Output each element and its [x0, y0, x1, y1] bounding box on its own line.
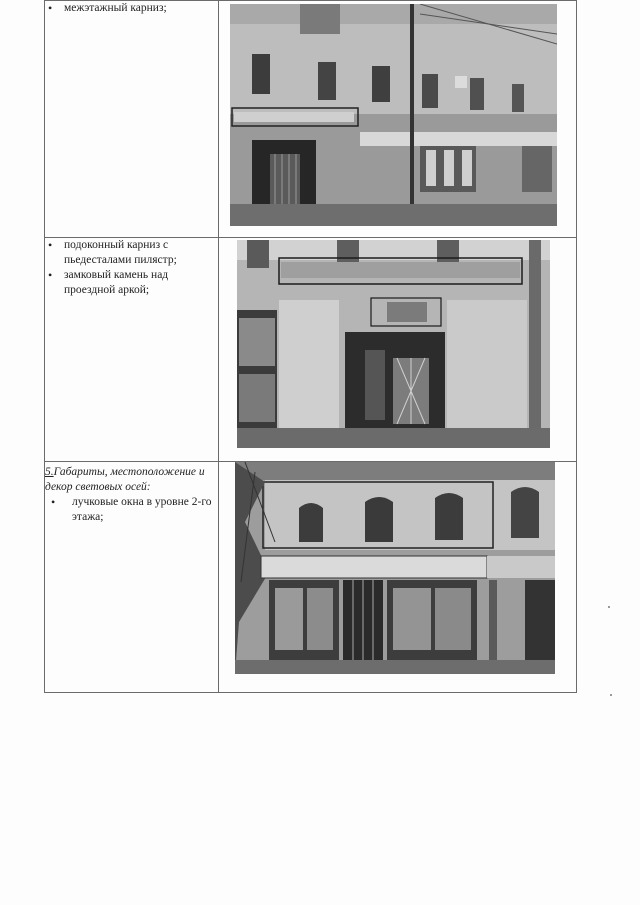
section-number: 5.: [45, 466, 54, 478]
list-item: • межэтажный карниз;: [45, 1, 218, 16]
photo-cell: [219, 1, 577, 238]
section-heading-text: Габариты, местоположение и декор световых осей:: [45, 466, 205, 493]
facade-photo: [235, 462, 555, 674]
scan-speck: [610, 694, 612, 696]
feature-table: [44, 0, 577, 693]
table-row: [45, 1, 577, 238]
feature-text-cell: [45, 238, 219, 462]
table-row: [45, 462, 577, 693]
photo-cell: [219, 462, 577, 693]
feature-list: [45, 1, 218, 16]
feature-text-cell: [45, 462, 219, 693]
section-heading: [45, 465, 218, 495]
list-item: • лучковые окна в уровне 2-го этажа;: [45, 495, 218, 525]
feature-text-cell: [45, 1, 219, 238]
list-item: • замковый камень над проездной аркой;: [45, 268, 218, 298]
scan-speck: [608, 606, 610, 608]
list-item: • подоконный карниз с пьедесталами пилястр;: [45, 238, 218, 268]
feature-list: [45, 495, 218, 525]
table-row: [45, 238, 577, 462]
facade-photo: [237, 240, 550, 448]
feature-list: [45, 238, 218, 298]
facade-photo: [230, 4, 557, 226]
photo-cell: [219, 238, 577, 462]
